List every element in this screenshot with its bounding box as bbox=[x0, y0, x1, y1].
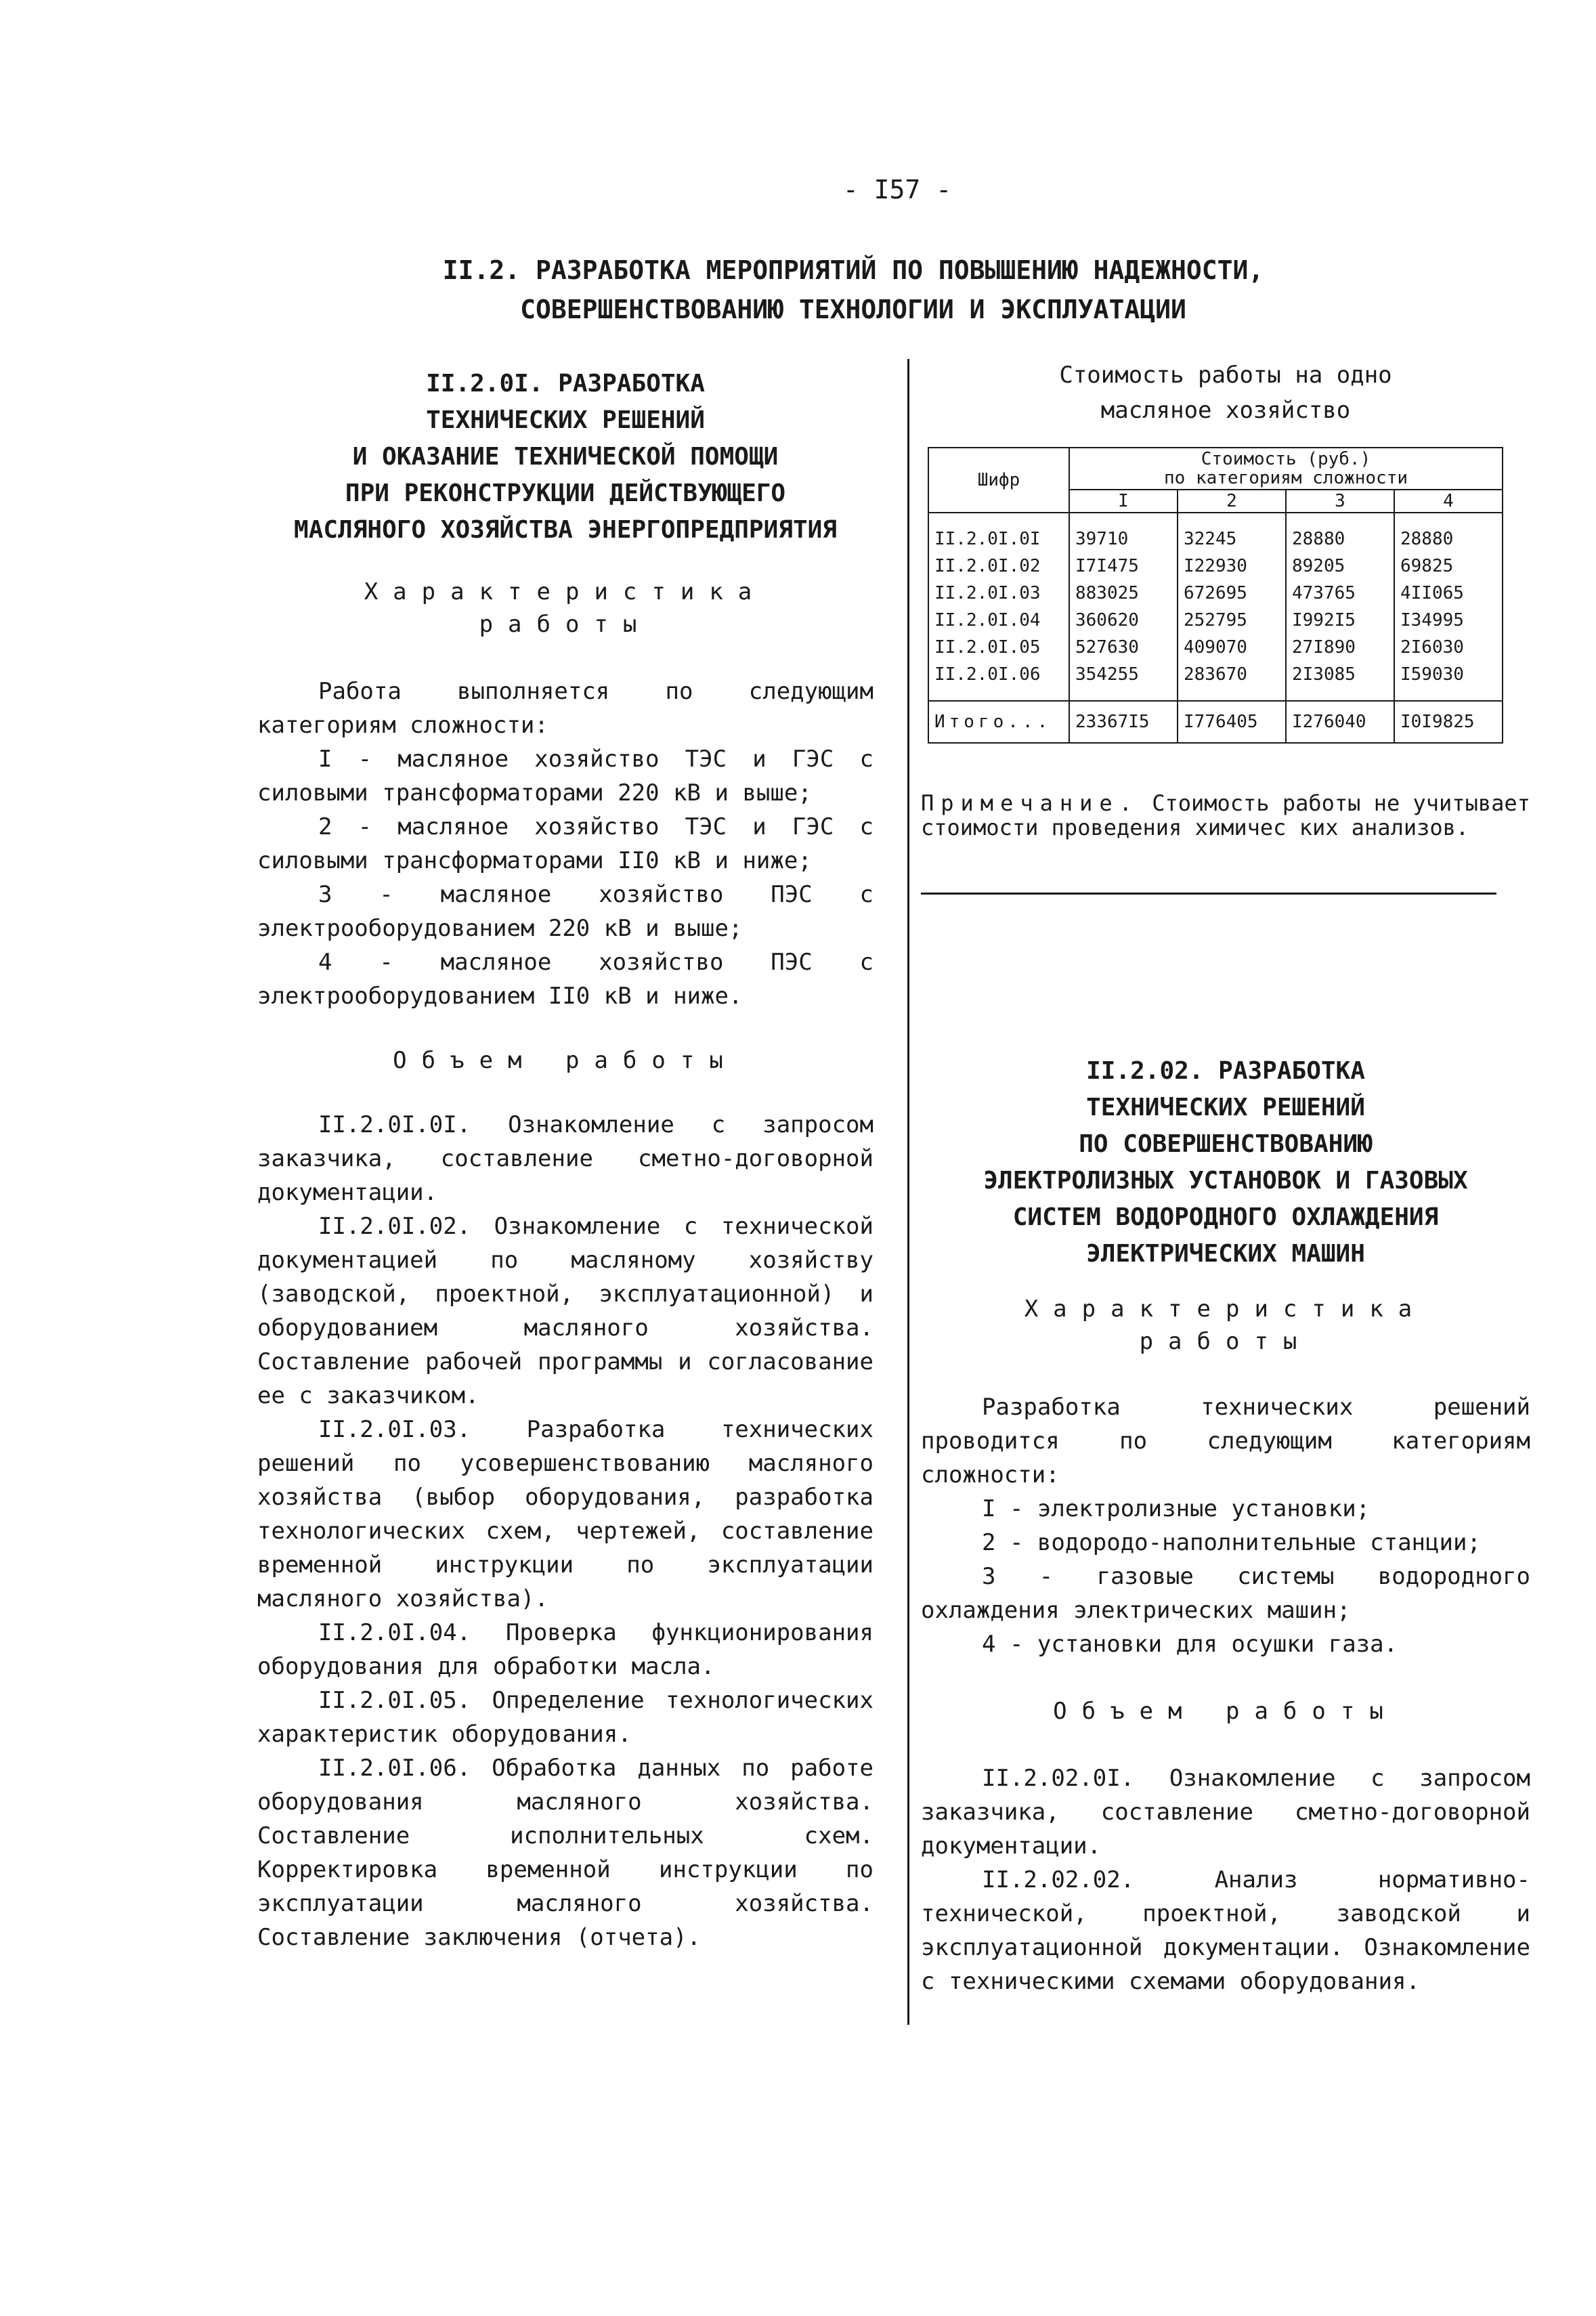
column-header-cost bbox=[1069, 448, 1503, 490]
cost-title bbox=[921, 358, 1530, 428]
table-row bbox=[928, 634, 1503, 661]
table-row bbox=[928, 553, 1503, 580]
column-header-category: 2 bbox=[1178, 490, 1286, 513]
intro-text: Разработка технических решений проводится по следующим категориям сложности: bbox=[921, 1394, 1530, 1488]
work-item: II.2.0I.02. Ознакомление с технической документацией по масляному хозяйству (заводской, проектной, эксплуатационной) и оборудованием масляного хозяйства. Составление рабочей программы и согласование ее с заказчиком. bbox=[257, 1213, 874, 1409]
cell-value: 2I3085 bbox=[1286, 661, 1394, 688]
cell-value: 473765 bbox=[1286, 580, 1394, 607]
header-line: Стоимость (руб.) bbox=[1201, 449, 1371, 469]
heading-line: ЭЛЕКТРИЧЕСКИХ МАШИН bbox=[1086, 1240, 1365, 1268]
work-item: II.2.0I.03. Разработка технических решений по усовершенствованию масляного хозяйства (выбор оборудования, разработка технологических схем, чертежей, составление временной инструкции по эксплуатации масляного хозяйства). bbox=[257, 1416, 874, 1612]
subsection-heading bbox=[257, 366, 874, 549]
page-number: - I57 - bbox=[842, 175, 952, 205]
row-code: II.2.0I.06 bbox=[928, 661, 1069, 688]
cost-table bbox=[928, 447, 1503, 744]
cell-value: 69825 bbox=[1394, 553, 1503, 580]
cell-value: 89205 bbox=[1286, 553, 1394, 580]
total-value: I276040 bbox=[1286, 701, 1394, 743]
cell-value: 28880 bbox=[1286, 526, 1394, 553]
subsection-heading bbox=[921, 1053, 1530, 1272]
volume-heading: Объем работы bbox=[393, 1047, 738, 1074]
total-value: I0I9825 bbox=[1394, 701, 1503, 743]
header-line: по категориям сложности bbox=[1163, 468, 1408, 488]
heading-line: И ОКАЗАНИЕ ТЕХНИЧЕСКОЙ ПОМОЩИ bbox=[352, 443, 779, 471]
intro-text: Работа выполняется по следующим категориям сложности: bbox=[257, 678, 874, 739]
cell-value: 252795 bbox=[1178, 607, 1286, 634]
cost-title-line: масляное хозяйство bbox=[1100, 397, 1351, 424]
heading-line: Характеристика bbox=[1024, 1295, 1427, 1323]
note-divider bbox=[921, 893, 1496, 895]
table-row bbox=[928, 580, 1503, 607]
row-code: II.2.0I.04 bbox=[928, 607, 1069, 634]
heading-line: II.2.0I. РАЗРАБОТКА bbox=[426, 370, 705, 398]
cell-value: 527630 bbox=[1069, 634, 1178, 661]
heading-line: Характеристика bbox=[364, 578, 767, 605]
heading-line: работы bbox=[1139, 1328, 1312, 1355]
work-item: II.2.02.02. Анализ нормативно-технической, проектной, заводской и эксплуатационной документации. Ознакомление с техническими схемами оборудования. bbox=[921, 1866, 1530, 1995]
cell-value: 360620 bbox=[1069, 607, 1178, 634]
row-code: II.2.0I.02 bbox=[928, 553, 1069, 580]
heading-line: ЭЛЕКТРОЛИЗНЫХ УСТАНОВОК И ГАЗОВЫХ bbox=[983, 1167, 1468, 1195]
cell-value: I992I5 bbox=[1286, 607, 1394, 634]
note-text: Стоимость работы не учитывает стоимости проведения химичес ких анализов. bbox=[921, 790, 1530, 840]
table-total-row bbox=[928, 701, 1503, 743]
column-header-category: 4 bbox=[1394, 490, 1503, 513]
column-header-code: Шифр bbox=[928, 448, 1069, 513]
left-column bbox=[257, 366, 874, 1954]
heading-line: работы bbox=[479, 611, 652, 638]
category-item: 3 - масляное хозяйство ПЭС с электрооборудованием 220 кВ и выше; bbox=[257, 881, 874, 942]
total-value: I776405 bbox=[1178, 701, 1286, 743]
category-item: 2 - масляное хозяйство ТЭС и ГЭС с силовыми трансформаторами II0 кВ и ниже; bbox=[257, 813, 874, 874]
column-header-category: I bbox=[1069, 490, 1178, 513]
table-row bbox=[928, 526, 1503, 553]
table-note bbox=[921, 791, 1530, 840]
work-item: II.2.0I.05. Определение технологических характеристик оборудования. bbox=[257, 1687, 874, 1748]
category-item: 3 - газовые системы водородного охлаждения электрических машин; bbox=[921, 1563, 1530, 1624]
row-code: II.2.0I.05 bbox=[928, 634, 1069, 661]
heading-line: ТЕХНИЧЕСКИХ РЕШЕНИЙ bbox=[1086, 1094, 1365, 1121]
section-title-line: II.2. РАЗРАБОТКА МЕРОПРИЯТИЙ ПО ПОВЫШЕНИЮ НАДЕЖНОСТИ, bbox=[442, 255, 1264, 285]
column-header-category: 3 bbox=[1286, 490, 1394, 513]
volume-heading: Объем работы bbox=[1053, 1698, 1398, 1725]
cell-value: 27I890 bbox=[1286, 634, 1394, 661]
cell-value: 32245 bbox=[1178, 526, 1286, 553]
category-item: I - масляное хозяйство ТЭС и ГЭС с силовыми трансформаторами 220 кВ и выше; bbox=[257, 746, 874, 807]
table-row bbox=[928, 661, 1503, 688]
total-value: 23367I5 bbox=[1069, 701, 1178, 743]
section-title-line: СОВЕРШЕНСТВОВАНИЮ ТЕХНОЛОГИИ И ЭКСПЛУАТАЦИИ bbox=[520, 295, 1186, 324]
cell-value: 883025 bbox=[1069, 580, 1178, 607]
heading-line: ПРИ РЕКОНСТРУКЦИИ ДЕЙСТВУЮЩЕГО bbox=[345, 479, 786, 507]
heading-line: II.2.02. РАЗРАБОТКА bbox=[1086, 1057, 1365, 1085]
cost-title-line: Стоимость работы на одно bbox=[1059, 362, 1392, 389]
cell-value: 4II065 bbox=[1394, 580, 1503, 607]
section-title bbox=[379, 251, 1327, 329]
characteristic-heading bbox=[921, 1293, 1530, 1358]
heading-line: ТЕХНИЧЕСКИХ РЕШЕНИЙ bbox=[426, 406, 705, 434]
work-item: II.2.0I.06. Обработка данных по работе оборудования масляного хозяйства. Составление исполнительных схем. Корректировка временной инструкции по эксплуатации масляного хозяйства. Составление заключения (отчета). bbox=[257, 1755, 874, 1951]
right-column bbox=[921, 1053, 1530, 1998]
cell-value: I22930 bbox=[1178, 553, 1286, 580]
table-row bbox=[928, 607, 1503, 634]
category-item: 4 - установки для осушки газа. bbox=[982, 1631, 1398, 1658]
work-item: II.2.02.0I. Ознакомление с запросом заказчика, составление сметно-договорной документации. bbox=[921, 1765, 1530, 1860]
cell-value: 409070 bbox=[1178, 634, 1286, 661]
cell-value: I34995 bbox=[1394, 607, 1503, 634]
row-code: II.2.0I.03 bbox=[928, 580, 1069, 607]
cell-value: 2I6030 bbox=[1394, 634, 1503, 661]
cell-value: 39710 bbox=[1069, 526, 1178, 553]
category-item: 4 - масляное хозяйство ПЭС с электрооборудованием II0 кВ и ниже. bbox=[257, 949, 874, 1010]
category-item: I - электролизные установки; bbox=[982, 1495, 1371, 1522]
cell-value: I59030 bbox=[1394, 661, 1503, 688]
total-label: Итого... bbox=[928, 701, 1069, 743]
row-code: II.2.0I.0I bbox=[928, 526, 1069, 553]
cell-value: 28880 bbox=[1394, 526, 1503, 553]
cell-value: 672695 bbox=[1178, 580, 1286, 607]
category-item: 2 - водородо-наполнительные станции; bbox=[982, 1529, 1481, 1556]
heading-line: МАСЛЯНОГО ХОЗЯЙСТВА ЭНЕРГОПРЕДПРИЯТИЯ bbox=[294, 516, 837, 544]
heading-line: СИСТЕМ ВОДОРОДНОГО ОХЛАЖДЕНИЯ bbox=[1012, 1203, 1439, 1231]
characteristic-heading bbox=[257, 576, 874, 641]
note-label: Примечание. bbox=[921, 790, 1139, 816]
work-item: II.2.0I.0I. Ознакомление с запросом заказчика, составление сметно-договорной документации. bbox=[257, 1111, 874, 1206]
column-divider bbox=[907, 359, 909, 2025]
heading-line: ПО СОВЕРШЕНСТВОВАНИЮ bbox=[1079, 1130, 1373, 1158]
work-item: II.2.0I.04. Проверка функционирования оборудования для обработки масла. bbox=[257, 1619, 874, 1680]
cell-value: 354255 bbox=[1069, 661, 1178, 688]
cell-value: 283670 bbox=[1178, 661, 1286, 688]
cell-value: I7I475 bbox=[1069, 553, 1178, 580]
